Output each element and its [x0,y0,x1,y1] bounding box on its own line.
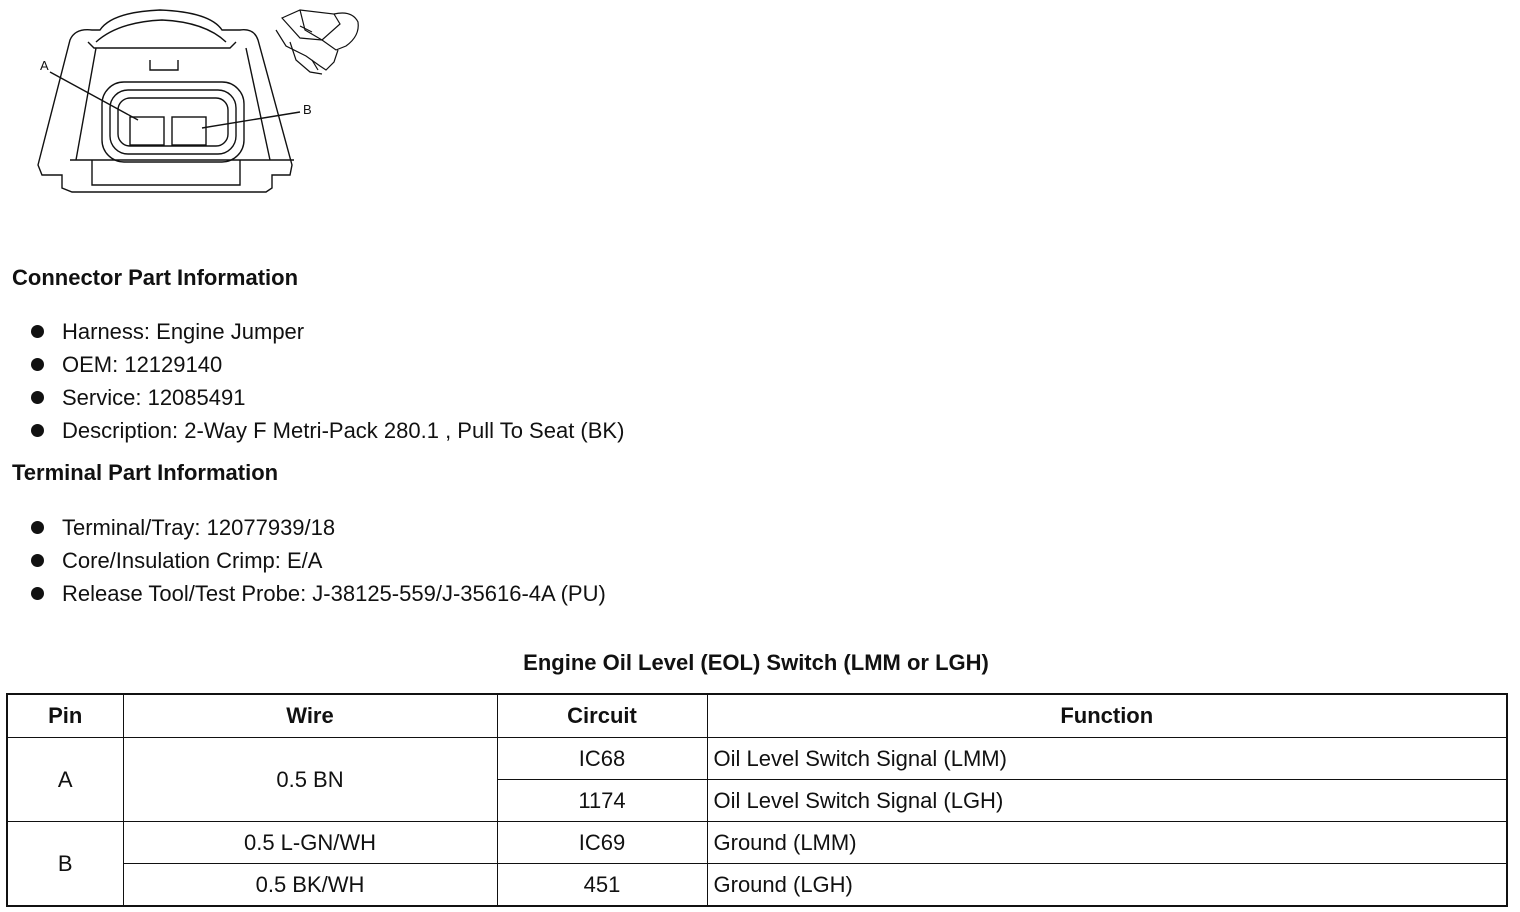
connector-info-heading: Connector Part Information [12,265,299,290]
circuit-cell: 451 [497,864,707,907]
pin-cell: A [7,738,123,822]
bullet-icon [31,587,44,600]
list-item: OEM: 12129140 [28,348,624,381]
list-item: Service: 12085491 [28,381,624,414]
circuit-cell: IC69 [497,822,707,864]
terminal-b-cavity [172,117,206,145]
header-pin: Pin [7,694,123,738]
pin-cavity-frame [102,82,244,162]
circuit-cell: IC68 [497,738,707,780]
connector-info-list [28,315,624,447]
bullet-icon [31,358,44,371]
wire-cell: 0.5 L-GN/WH [123,822,497,864]
terminal-info-list [28,511,606,610]
terminal-a-cavity [130,117,164,145]
bullet-icon [31,391,44,404]
bullet-icon [31,554,44,567]
connector-diagram [0,0,380,210]
connector-housing-outline [38,10,292,192]
pin-b-label: B [303,102,312,117]
header-wire: Wire [123,694,497,738]
function-cell: Oil Level Switch Signal (LGH) [707,780,1507,822]
bullet-icon [31,521,44,534]
header-function: Function [707,694,1507,738]
list-item: Core/Insulation Crimp: E/A [28,544,606,577]
pin-cell: B [7,822,123,907]
circuit-cell: 1174 [497,780,707,822]
table-title: Engine Oil Level (EOL) Switch (LMM or LGH) [523,650,989,675]
function-cell: Ground (LGH) [707,864,1507,907]
connector-housing-inner [96,20,226,42]
connector-perspective-icon [276,10,358,74]
function-cell: Ground (LMM) [707,822,1507,864]
header-circuit: Circuit [497,694,707,738]
function-cell: Oil Level Switch Signal (LMM) [707,738,1507,780]
table-row [7,822,1507,864]
table-row [7,738,1507,780]
terminal-info-heading: Terminal Part Information [12,460,279,485]
wire-cell: 0.5 BK/WH [123,864,497,907]
leader-line-b [202,112,300,128]
bullet-icon [31,424,44,437]
pinout-table [6,693,1508,907]
list-item: Terminal/Tray: 12077939/18 [28,511,606,544]
table-row [7,864,1507,907]
list-item: Release Tool/Test Probe: J-38125-559/J-35616-4A (PU) [28,577,606,610]
bullet-icon [31,325,44,338]
leader-line-a [50,72,138,120]
list-item: Description: 2-Way F Metri-Pack 280.1 , Pull To Seat (BK) [28,414,624,447]
table-header-row [7,694,1507,738]
list-item: Harness: Engine Jumper [28,315,624,348]
pin-a-label: A [40,58,49,73]
wire-cell: 0.5 BN [123,738,497,822]
